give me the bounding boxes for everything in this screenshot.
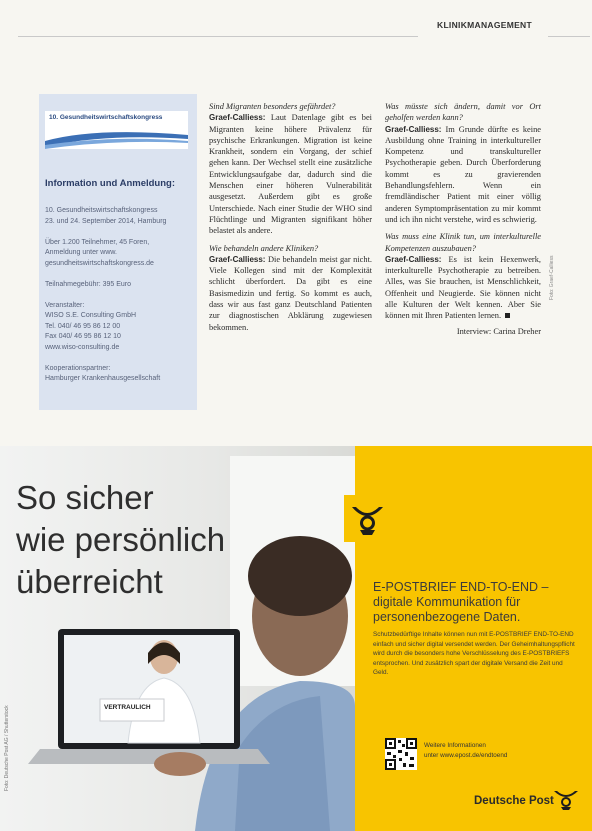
sidebar-line: Kooperationspartner:	[45, 364, 111, 372]
ad-body-text: Schutzbedürftige Inhalte können nun mit E-POSTBRIEF END-TO-END einfach und sicher digital versendet werden. Der Geheimhaltungspflicht wird durch die besonders hohe Verschlüsselung des E-POSTBRIEFS entsprochen. Und zusätzlich spart der digitale Versand die Zeit und Geld.	[373, 631, 575, 677]
sidebar-line: 10. Gesundheitswirtschaftskongress	[45, 207, 158, 214]
sidebar-line: Anmeldung unter www.	[45, 249, 117, 256]
post-horn-icon	[344, 495, 391, 542]
sidebar-line: Hamburger Krankenhausgesellschaft	[45, 375, 161, 382]
sidebar-line: Teilnahmegebühr: 395 Euro	[45, 280, 132, 288]
speaker-name: Graef-Calliess:	[385, 124, 442, 134]
question: Was muss eine Klinik tun, um interkulturelle Kompetenzen auszubauen?	[385, 232, 541, 253]
sidebar-line: gesundheitswirtschaftskongress.de	[45, 259, 154, 267]
answer: Die behandeln meist gar nicht. Viele Kollegen sind mit der Komplexität schlicht überfordert. Da gibt es eine Basismedizin und fertig. So kommt es auch, dass wir aus fast ganz Deutschland Patienten zur diagnostischen Abklärung zugewiesen bekommen.	[209, 254, 372, 332]
advertisement	[0, 446, 592, 831]
ad-headline	[373, 580, 581, 625]
speaker-name: Graef-Calliess:	[209, 113, 266, 123]
post-horn-icon	[553, 787, 579, 811]
answer: Im Grunde dürfte es keine Ausbildung ohne Training in interkultureller Kompetenz und transkultureller Psychotherapie geben. Durch Überforderung kommt es zu gravierenden Behandlungsfehlern. Wenn ein fremdländischer Patient mit einer völlig anderen Symptompräsentation zu mir kommt und ich ihn nicht verstehe, wird es schwierig.	[385, 124, 541, 224]
sidebar-line: www.wiso-consulting.de	[45, 343, 120, 351]
ad-tagline: überreicht	[16, 563, 163, 600]
answer: Es ist kein Hexenwerk, interkulturelle Psychotherapie zu betreiben. Alles, was Sie brauchen, ist Menschlichkeit, Offenheit und Neugierde. Sie können nicht alle Kulturen der Welt kennen. Aber Sie können mit Ihren Patienten lernen.	[385, 254, 541, 321]
sidebar-details	[45, 206, 166, 385]
ad-headline-line: digitale Kommunikation für personenbezogene Daten.	[373, 595, 521, 624]
section-label: KLINIKMANAGEMENT	[437, 20, 532, 30]
ad-weblink-intro: Weitere Informationen	[424, 742, 486, 749]
answer: Laut Datenlage gibt es bei Migranten keine höhere Prävalenz für psychische Erkrankungen. Migration ist keine Krankheit, sondern ein Vorgang, der schief gehen kann. Der Wechsel stellt eine zusätzliche Entwicklungsaufgabe dar, dadurch sind die Menschen einer höheren Vulnerabilität ausgesetzt. Außerdem gibt es große Unterschiede. Nach einer Studie der WHO sind Flüchtlinge und Migranten signifikant höher belastet als andere.	[209, 113, 373, 236]
article-column-2	[209, 101, 372, 337]
sidebar-line	[45, 353, 166, 364]
post-horn-logo	[344, 495, 391, 542]
sidebar-line: Fax 040/ 46 95 86 12 10	[45, 333, 121, 340]
brand-name: Deutsche Post	[474, 795, 554, 807]
ad-tagline: So sicher	[16, 479, 154, 516]
ad-headline-line: E-POSTBRIEF END-TO-END –	[373, 580, 549, 594]
ad-photo-credit: Foto: Deutsche Post AG / Shutterstock	[4, 705, 10, 791]
question: Sind Migranten besonders gefährdet?	[209, 102, 336, 111]
ad-tagline: wie persönlich	[16, 521, 226, 558]
interview-credit: Interview: Carina Dreher	[456, 326, 541, 336]
sidebar-line	[45, 290, 166, 301]
info-heading: Information und Anmeldung:	[45, 178, 175, 189]
header-rule	[18, 36, 418, 37]
swoosh-graphic	[45, 125, 188, 149]
sidebar-line: Über 1.200 Teilnehmer, 45 Foren,	[45, 238, 150, 246]
qr-code-icon	[385, 738, 417, 770]
congress-banner-title: 10. Gesundheitswirtschaftskongress	[49, 114, 163, 121]
sidebar-line: WISO S.E. Consulting GmbH	[45, 312, 137, 319]
speaker-name: Graef-Calliess:	[385, 254, 442, 264]
end-mark	[505, 313, 510, 318]
sidebar-line: 23. und 24. September 2014, Hamburg	[45, 217, 167, 225]
photo-credit: Foto: Graef-Calliess	[549, 255, 555, 300]
sidebar-line: Veranstalter:	[45, 301, 85, 309]
article-column-3	[385, 101, 541, 341]
header-rule	[548, 36, 590, 37]
sidebar-line	[45, 227, 166, 238]
sidebar-line	[45, 269, 166, 280]
question: Wie behandeln andere Kliniken?	[209, 243, 319, 253]
question: Was müsste sich ändern, damit vor Ort geholfen werden kann?	[385, 102, 541, 123]
congress-banner	[45, 111, 188, 149]
ad-weblink[interactable]: unter www.epost.de/endtoend	[424, 752, 508, 759]
laptop-card-label: VERTRAULICH	[104, 704, 151, 711]
speaker-name: Graef-Calliess:	[209, 254, 266, 264]
sidebar-line: Tel. 040/ 46 95 86 12 00	[45, 322, 121, 330]
